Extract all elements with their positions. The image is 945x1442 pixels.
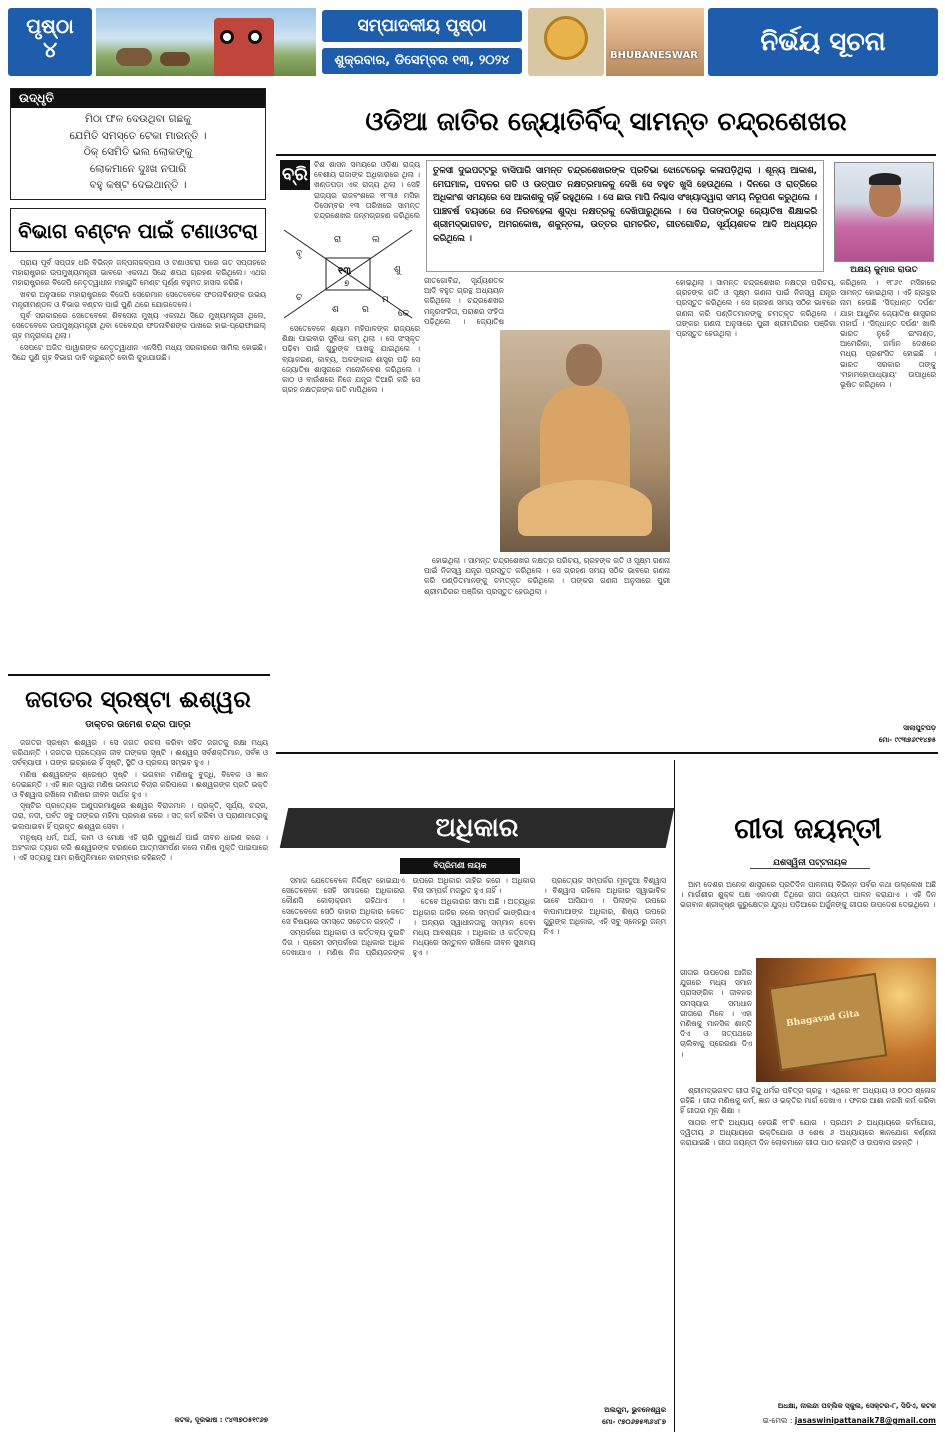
chart-cell: ମ <box>382 295 389 305</box>
paragraph: ସମ୍ପର୍କରେ ଅଧିକାର ଓ କର୍ତ୍ତବ୍ୟ ଦୁଇଟି ଦିଗ । ପ୍ରେମ ସମ୍ପର୍କରେ ଅଧିକାର ଅଧିକ ଦେଖାଯାଏ । ମଣିଷ ନିଜ ପ୍ରିୟଜନଙ୍କ ଉପରେ ଅଧିକାର ଜାହିର କରେ । ଅଧିକାର ବିନା ସମ୍ପର୍କ ମଜଭୁତ ହୁଏ ନାହିଁ । <box>282 876 536 958</box>
paragraph: ଟିଶ ଶାସନ ସମୟରେ ଓଡ଼ିଶା ରାଜ୍ୟ ବେଶୀୟ ରାଜାଙ୍କ ଅଧିକାରରେ ଥିଲା । ଖଣ୍ଡପଡ଼ା ଏକ ରାଜ୍ୟ ଥିଲା । ସେହି ରାଜ୍ୟର ରାଜବଂଶରେ ୧୮୩୫ ମସିହା ଡିସେମ୍ବର ୧୩ ତାରିଖରେ ସାମନ୍ତ ଚନ୍ଦ୍ରଶେଖର ଜନ୍ମଗ୍ରହଣ କରିଥିଲେ <box>314 160 420 221</box>
paper-name-block <box>708 8 938 76</box>
gita-email[interactable]: jasaswinipattanaik78@gmail.com <box>794 1416 936 1425</box>
headline-gita-title: ଗୀତା ଜୟନ୍ତୀ <box>734 812 882 845</box>
author-photo <box>834 162 934 262</box>
article-biva-body <box>12 258 266 668</box>
quote-box <box>10 88 266 200</box>
divider <box>276 154 936 156</box>
main-column <box>314 160 420 222</box>
paragraph: ସାତାର ୧୮ଟି ଅଧ୍ୟାୟ ହେଉଛି ୧୮ଟି ଯୋଗ । ପ୍ରଥମ ୬ ଅଧ୍ୟାୟରେ କର୍ମଯୋଗ, ଦ୍ୱିତୀୟ ୬ ଅଧ୍ୟାୟରେ ଭକ୍ତିଯୋଗ ଓ ଶେଷ ୬ ଅଧ୍ୟାୟରେ ଜ୍ଞାନଯୋଗ ବର୍ଣ୍ଣନା କରାଯାଇଛି । ଗୀତା ଜୟନ୍ତୀ ଦିନ ଲୋକମାନେ ଗୀତା ପାଠ କରନ୍ତି ଓ ଉପବାସ ରହନ୍ତି । <box>680 1117 936 1148</box>
paragraph: ହୋଇଥିଲା । ସାମନ୍ତ ଚନ୍ଦ୍ରଶେଖର ନକ୍ଷତ୍ର ପରିଚୟ, ଗ୍ରହଙ୍କ ଗତି ଓ ସୂକ୍ଷ୍ମ ଗଣନା ପାଇଁ ନିଜସ୍ୱ ଯନ୍ତ୍ର ପ୍ରସ୍ତୁତ କରିଥିଲେ । ସେ ଗ୍ରହଣ ସମୟ ସଠିକ ଭାବରେ ଗଣନା କରି ପଣ୍ଡିତମାନଙ୍କୁ ଚମତ୍କୃତ କରିଥିଲେ । ତାଙ୍କର ଗଣନା ଅନୁସାରେ ପୁରୀ ଶ୍ରୀମନ୍ଦିରର ପଞ୍ଜିକା ପ୍ରସ୍ତୁତ ହେଉଥିଲା । <box>424 556 670 596</box>
main-column <box>676 278 836 724</box>
headline-adhikar-title: ଅଧିକାର <box>435 813 519 843</box>
adhikar-author: ବିପ୍ରିମଣୀ ନାୟକ <box>400 858 520 874</box>
dropcap-letter: ବ୍ରି <box>282 164 308 185</box>
quote-line: ବହୁ କଷ୍ଟ ଦେଇଥାନ୍ତି । <box>89 179 187 191</box>
chart-cell: ୧୩ <box>338 266 352 277</box>
main-intro-text: ତୁଳସୀ ଦୁଇପଟ୍ଟରୁ ବାସିପାରି ସାମନ୍ତ ଚନ୍ଦ୍ରଶେଖରଙ୍କ ପ୍ରତିଭା ଝୋଟେରେଲୁ କଳାପଡ଼ିଥିଲା । ଶୂନ୍ୟ ଆକାଶ, ମେଘମାଳ, ପବନର ଗତି ଓ ଉତ୍ପାତ ନକ୍ଷତ୍ରମାଳକୁ ଦେଖି ସେ ବହୁତ ଖୁସି ହେଉଥିଲେ । ଦିନରେ ଓ ରାତ୍ରିରେ ଅଧିକାଂଶ ସମୟରେ ସେ ଆକାଶକୁ ଚାହିଁ ରହୁଥିଲେ । ସେ ଛାଉ ମାପି ନିଶ୍ଚାସ ସଂଖ୍ୟାଦ୍ୱାରା ସମୟ ନିରୂପଣ କରୁଥିଲେ । ପାଞ୍ଚବର୍ଷ ବୟସରେ ସେ ନିରବହେଳା ଶୁଦ୍ଧ ନକ୍ଷତ୍ରକୁ ଦେଖିପାରୁଥିଲେ । ସେ ପିତାଙ୍କଠାରୁ ଜ୍ୟୋତିଷ ଶିକ୍ଷାକରି ଶ୍ରୀମଦ୍ଭାଗବତ, ଅମରକୋଷ, ଶକୁନ୍ତଳା, ଉତ୍ତର ରାମଚରିତ, ଗୀତଗୋବିନ୍ଦ, ସୂର୍ଯ୍ୟଶତକ ଆଦି ଅଧ୍ୟୟନ କରିଥିଲେ । <box>433 166 817 244</box>
main-column <box>282 324 420 736</box>
chart-cell: କେ <box>398 309 410 319</box>
article-adhikar-body <box>282 876 666 1406</box>
chart-cell: ଚ <box>296 293 303 303</box>
page-number-block <box>8 8 92 76</box>
main-headline <box>276 92 936 152</box>
quote-title: ଉଦ୍ଧୃତି <box>11 89 265 108</box>
headline-adhikar <box>284 808 670 848</box>
chart-cell: ରା <box>334 235 342 245</box>
city-banner: BHUBANESWAR <box>610 50 698 61</box>
jagata-footer: କଟକ, ଦୂରଭାଷ : ୯୪୩୭୦୫୧୯୬୭ <box>174 1416 268 1424</box>
header-city-image <box>606 8 704 76</box>
paragraph: ସେପଟେ ଅଜିତ ପାୱାରଙ୍କ ନେତୃତ୍ୱାଧୀନ ଏନସିପି ମଧ୍ୟ ସରକାରରେ ସାମିଲ ହୋଇଛି। ସିନ୍ଦେ ପୁଣି ଗୃହ ବିଭାଗ ଦାବି କରୁଛନ୍ତି ବୋଲି କୁହାଯାଉଛି। <box>12 342 266 362</box>
headline-biva-title: ବିଭାଗ ବଣ୍ଟନ ପାଇଁ ଟଣାଓଟରା <box>18 219 258 243</box>
quote-text <box>11 108 265 194</box>
chart-cell: ଶ <box>332 305 339 315</box>
page-label: ପୃଷ୍ଠା <box>26 14 74 38</box>
paper-name: ନିର୍ଭୟ ସୂଚନା <box>760 27 886 57</box>
gita-footer: ଅଧକ୍ଷା, ନାଲନ୍ଦା ପବ୍ଲିକ ସ୍କୁଲ, ସେକ୍ଟର-୮, ସିଡିଏ, କଟକ <box>777 1402 936 1410</box>
paragraph: ଆମ ଦେଶର ଅନେକ ଶାସ୍ତ୍ରରେ ପ୍ରତିଦିନ ପାଳନୀୟ ବିଭିନ୍ନ ପର୍ବର କଥା ଉଲ୍ଲେଖ ଅଛି । ମାର୍ଗଶୀର ଶୁକ୍ଳ ପକ୍ଷ ଏକାଦଶୀ ତିଥିରେ ଗୀତା ଜୟନ୍ତୀ ପାଳନ କରାଯାଏ । ଏହି ଦିନ ଭଗବାନ ଶ୍ରୀକୃଷ୍ଣ କୁରୁକ୍ଷେତ୍ର ଯୁଦ୍ଧ ପଡ଼ିଆରେ ଅର୍ଜୁନଙ୍କୁ ଗୀତାର ଉପଦେଶ ଦେଇଥିଲେ । <box>680 880 936 910</box>
headline-jagata-title: ଜଗତର ସ୍ରଷ୍ଟା ଈଶ୍ୱର <box>25 687 251 713</box>
main-headline-title: ଓଡିଆ ଜାତିର ଜ୍ୟୋତିର୍ବିଦ୍ ସାମନ୍ତ ଚନ୍ଦ୍ରଶେଖର <box>365 107 847 137</box>
paragraph: ଗୀତାର ଉପଦେଶ ଆଜିର ଯୁଗରେ ମଧ୍ୟ ସମାନ ପ୍ରାସଙ୍ଗିକ । ଜୀବନର ସମସ୍ୟାର ସମାଧାନ ଗୀତାରେ ମିଳେ । ଏହା ମଣିଷକୁ ମାନସିକ ଶାନ୍ତି ଦିଏ ଓ ସତ୍ପଥରେ ଚାଲିବାକୁ ପ୍ରେରଣା ଦିଏ । <box>680 968 752 1059</box>
gita-email-line <box>680 1416 936 1426</box>
chart-cell: ଶୁ <box>394 265 401 275</box>
quote-line: ଲୋକମାନେ ଦୁଃଖ ନପାରି <box>89 162 187 175</box>
chart-cell: ଲ <box>372 235 380 245</box>
article-gita-body-left <box>680 968 752 1082</box>
article-gita-body-top <box>680 880 936 966</box>
paragraph: ଗୀତଗୋବିନ୍ଦ, ସୂର୍ଯ୍ୟଶତକ ଆଦି ବହୁତ ଗ୍ରନ୍ଥ ଅଧ୍ୟୟନ କରିଥିଲେ । ଚନ୍ଦ୍ରଶେଖର ମନ୍ତ୍ରସଂହିତା, ପରାଶର ସଂହିତା ପଢ଼ିଥିଲେ । ଜ୍ୟୋତିଷ <box>424 276 504 326</box>
article-gita-body-bottom <box>680 1086 936 1400</box>
adhikar-phone: ମୋ- ୯୭୦୬୭୫୩୬୪୮୭ <box>602 1418 666 1426</box>
chart-cell: ୭ <box>344 279 350 289</box>
article-jagata-body <box>12 738 268 1404</box>
divider <box>674 760 675 1432</box>
horoscope-chart <box>282 228 414 320</box>
paragraph: ସୃଷ୍ଟିର ପ୍ରତ୍ୟେକ ଅଣୁପରମାଣୁରେ ଈଶ୍ୱର ବିରାଜମାନ । ପ୍ରକୃତି, ସୂର୍ଯ୍ୟ, ଚନ୍ଦ୍ର, ତାରା, ନଦୀ, ପର୍ବତ ସବୁ ତାଙ୍କର ମହିମା ପ୍ରକାଶ କରେ । ସତ୍ କର୍ମ କରିବା ଓ ପ୍ରାଣୀମାତ୍ରକୁ ଭଲପାଇବା ହିଁ ପ୍ରକୃତ ଈଶ୍ୱର ସେବା । <box>12 801 268 831</box>
paragraph: ଜଗତର ସ୍ରଷ୍ଟା ଈଶ୍ୱର । ସେ ଜଗତ ରଚନା କରିବା ସହିତ ଜଗତକୁ ରକ୍ଷା ମଧ୍ୟ କରିଥାନ୍ତି । ଜଗତର ପ୍ରତ୍ୟେକ ଜୀବ ତାଙ୍କର ସୃଷ୍ଟି । ଈଶ୍ୱର ସର୍ବଶକ୍ତିମାନ, ସର୍ବଜ୍ଞ ଓ ସର୍ବବ୍ୟାପୀ । ତାଙ୍କ ଇଚ୍ଛାରେ ହିଁ ସୃଷ୍ଟି, ସ୍ଥିତି ଓ ପ୍ରଳୟ ସମ୍ଭବ ହୁଏ । <box>12 738 268 768</box>
main-column <box>424 276 504 328</box>
quote-line: ଠିକ୍ ସେମିତି ଭଲ ଲୋକଙ୍କୁ <box>83 146 193 158</box>
paragraph: ସେତେବେଳେ ଶ୍ୟାମ ମହିପାଳଙ୍କ ରାଜ୍ୟରେ ଶିକ୍ଷା ପାଇବାର ସୁବିଧା କମ୍ ଥିଲା । ସେ ସଂସ୍କୃତ ପଢ଼ିବା ପାଇଁ ଗୁରୁଙ୍କ ପାଖକୁ ଯାଇଥିଲେ । ବ୍ୟାକରଣ, କାବ୍ୟ, ଅଳଙ୍କାର ଶାସ୍ତ୍ର ପଢ଼ି ସେ ଜ୍ୟୋତିଷ ଶାସ୍ତ୍ରରେ ମନୋନିବେଶ କରିଥିଲେ । କାଠ ଓ ବାଉଁଶରେ ନିଜେ ଯନ୍ତ୍ର ତିଆରି କରି ସେ ଗ୍ରହ ନକ୍ଷତ୍ରଙ୍କ ଗତି ମାପିଥିଲେ । <box>282 324 420 395</box>
gita-author: ଯଶସ୍ୱିନୀ ପଟ୍ଟନାୟକ <box>750 858 870 869</box>
jagata-author: ଡାକ୍ତର ଉମେଶ ଚନ୍ଦ୍ର ପାତ୍ର <box>85 720 191 730</box>
main-signoff: ସାଲାପୁଟପଡ଼ <box>903 724 936 732</box>
section-title: ସମ୍ପାଦକୀୟ ପୃଷ୍ଠା <box>357 16 487 36</box>
header-scenery-image <box>96 8 316 76</box>
section-title-bar <box>322 10 522 42</box>
issue-date: ଶୁକ୍ରବାର, ଡିସେମ୍ବର ୧୩, ୨୦୨୪ <box>334 53 510 68</box>
date-bar <box>322 48 522 74</box>
header-food-image <box>528 8 604 76</box>
chart-cell: ବୃ <box>296 249 303 259</box>
paragraph: ମଣିଷ ଈଶ୍ୱରଙ୍କ ଶ୍ରେଷ୍ଠ ସୃଷ୍ଟି । ଭଗବାନ ମଣିଷକୁ ବୁଦ୍ଧି, ବିବେକ ଓ ଜ୍ଞାନ ଦେଇଛନ୍ତି । ଏହି ଜ୍ଞାନ ଦ୍ୱାରା ମଣିଷ ଭଲମନ୍ଦ ବିଚାର କରିପାରେ । ଈଶ୍ୱରଙ୍କ ପ୍ରତି ଭକ୍ତି ଓ ବିଶ୍ୱାସ ରଖିଲେ ମଣିଷର ଜୀବନ ସାର୍ଥକ ହୁଏ । <box>12 769 268 800</box>
dropcap <box>280 160 310 190</box>
headline-gita <box>680 804 936 854</box>
main-column <box>840 278 936 718</box>
paragraph: ଖବର ଅନୁସାରେ ମହାରାଷ୍ଟ୍ରରେ ବିଜେପି ସେରେମାନ ସେତେବେଳେ ଫଡନାବିଶଙ୍କ ଉଭୟ ମନ୍ତ୍ରୀମଣ୍ଡଳ ଓ ବିଭାଗ ବଣ୍ଟନ ପାଇଁ ପୁଣି ଥରେ ଯୋଗଦେଲେ। <box>12 289 266 309</box>
paragraph: ଶ୍ରୀମଦ୍ଭଗବତ ଗୀତା ହିନ୍ଦୁ ଧର୍ମର ପବିତ୍ର ଗ୍ରନ୍ଥ । ଏଥିରେ ୧୮ ଅଧ୍ୟାୟ ଓ ୭୦୦ ଶ୍ଳୋକ ରହିଛି । ଗୀତା ମଣିଷକୁ କର୍ମ, ଜ୍ଞାନ ଓ ଭକ୍ତିର ମାର୍ଗ ଦେଖାଏ । ଫଳର ଆଶା ନରଖି କର୍ମ କରିବା ହିଁ ଗୀତାର ମୂଳ ଶିକ୍ଷା । <box>680 1086 936 1116</box>
paragraph: ପ୍ରତ୍ୟେକ ସମ୍ପର୍କର ମୂଳଦୁଆ ବିଶ୍ୱାସ । ବିଶ୍ୱାସ ରହିଲେ ଅଧିକାର ସ୍ୱାଭାବିକ ଭାବେ ଆସିଯାଏ । ପିଲାଙ୍କ ଉପରେ ବାପାମାଆଙ୍କ ଅଧିକାର, ଶିଷ୍ୟ ଉପରେ ଗୁରୁଙ୍କ ଅଧିକାର, ଏହି ସବୁ ସ୍ନେହରୁ ଜନ୍ମ ନିଏ । <box>543 876 666 937</box>
astronomer-portrait-image <box>500 330 670 552</box>
page-number: ୪ <box>42 38 58 63</box>
divider <box>276 752 938 754</box>
paragraph: ସମାଜ ଯେତେବେଳେ ନିର୍ଦ୍ଦିଷ୍ଟ ହୋଇଯାଏ ସେତେବେଳେ ସେହି ସମାଜରେ ଅଧିକାରର କୌଣସି କୋଲାକ୍ରମ ରହିଥାଏ । ସେତେବେଳେ ସେଠି କାହାର ଅଧିକାର କେତେ ସେ ବିଷୟରେ ସମସ୍ତେ ସଚେତନ ରହନ୍ତି । <box>282 876 405 926</box>
adhikar-footer: ଅଲଗୁମ, ଭୁବନେଶ୍ୱର <box>604 1406 666 1414</box>
quote-line: ଯେମିତି ସମସ୍ତେ ଟେକା ମାରନ୍ତି । <box>69 129 207 142</box>
paragraph: ମନୁଷ୍ୟ ଧର୍ମ, ଅର୍ଥ, କାମ ଓ ମୋକ୍ଷ ଏହି ଚାରି ପୁରୁଷାର୍ଥ ପାଇଁ ଜୀବନ ଧାରଣ କରେ । ଅହଂକାର ତ୍ୟାଗ କରି ଈଶ୍ୱରଙ୍କ ଚରଣରେ ଆତ୍ମସମର୍ପଣ କଲେ ମଣିଷ ମୁକ୍ତି ପାଇପାରେ । ଏହି ସତ୍ୟକୁ ଆମ ଋଷିମୁନିମାନେ ବାରମ୍ବାର କହିଛନ୍ତି । <box>12 832 268 863</box>
headline-biva <box>10 208 266 252</box>
headline-jagata <box>10 680 266 720</box>
paragraph: କରିଥିଲେ । ୧୮୬୯ ମସିହାରେ ସାମନ୍ତ ହୋଇଥିଲା । ଏହି ଗ୍ରନ୍ଥର ନାମ ହେଉଛି 'ସିଦ୍ଧାନ୍ତ ଦର୍ପଣ' ଯାହା ଆଧୁନିକ ଜ୍ୟୋତିଷ ଶାସ୍ତ୍ରର ମହାର୍ଘ । 'ସିଦ୍ଧାନ୍ତ ଦର୍ପଣ' ଖାଲି ଭାରତ ନୁହେଁ ଇଂଲଣ୍ଡ, ଆମେରିକା, ଜର୍ମାନ ଦେଶରେ ମଧ୍ୟ ପ୍ରଶଂସିତ ହୋଇଛି । ଭାରତ ସରକାର ତାଙ୍କୁ 'ମହାମହୋପାଧ୍ୟାୟ' ଉପାଧିରେ ଭୂଷିତ କରିଥିଲେ । <box>840 278 936 390</box>
main-intro-box <box>426 160 824 272</box>
divider <box>8 674 270 676</box>
paragraph: ହୋଇଥିଲା । ସାମନ୍ତ ଚନ୍ଦ୍ରଶେଖର ନକ୍ଷତ୍ର ପରିଚୟ, ଗ୍ରହଙ୍କ ଗତି ଓ ସୂକ୍ଷ୍ମ ଗଣନା ପାଇଁ ନିଜସ୍ୱ ଯନ୍ତ୍ର ପ୍ରସ୍ତୁତ କରିଥିଲେ । ସେ ଗ୍ରହଣ ସମୟ ସଠିକ ଭାବରେ ଗଣନା କରି ପଣ୍ଡିତମାନଙ୍କୁ ଚମତ୍କୃତ କରିଥିଲେ । ତାଙ୍କର ଗଣନା ଅନୁସାରେ ପୁରୀ ଶ୍ରୀମନ୍ଦିରର ପଞ୍ଜିକା ପ୍ରସ୍ତୁତ ହେଉଥିଲା । <box>676 278 836 339</box>
main-phone: ମୋ- ୯୯୩୭୬୯୧୪୭୫ <box>878 736 936 744</box>
chart-cell: ର <box>362 305 369 315</box>
main-column <box>424 556 670 736</box>
paragraph: ପ୍ରାୟ ପୂର୍ବ ସପ୍ତାହ ଧରି ବିଭିନ୍ନ ଜଳ୍ପନାକଳ୍ପନା ଓ ଟଣାଓଟରା ପରେ ଗତ ସପ୍ତାହରେ ମହାରାଷ୍ଟ୍ରର ଉପମୁଖ୍ୟମନ୍ତ୍ରୀ ଭାବରେ ଏକନାଥ ସିନ୍ଦେ ଶପଥ ଗ୍ରହଣ କରିଥିଲେ। ଏଥର ମହାରାଷ୍ଟ୍ରରେ ବିଜେପି ନେତୃତ୍ୱାଧୀନ ମହାୟୁତି ମେଣ୍ଟ ପୂର୍ଣ୍ଣ ବହୁମତ ହାସଲ କରିଛି। <box>12 258 266 288</box>
gita-book-image <box>756 958 936 1082</box>
quote-line: ମିଠା ଫଳ ଦେଉଥିବା ଗଛକୁ <box>84 113 192 125</box>
paragraph: ପୂର୍ବ ସରକାରରେ ସେତେବେଳେ ଶିବସେନା ମୁଖ୍ୟ ଏକନାଥ ସିନ୍ଦେ ମୁଖ୍ୟମନ୍ତ୍ରୀ ଥିଲେ, ସେତେବେଳେ ଉପମୁଖ୍ୟମନ୍ତ୍ରୀ ଥିବା ଦେବେନ୍ଦ୍ର ଫଡନାବିଶଙ୍କ ପାଖରେ ହାଇ-ପ୍ରୋଫାଇଲ୍ ଗୃହ ମନ୍ତ୍ରାଳୟ ଥିଲା। <box>12 311 266 341</box>
gita-book-label: Bhagavad Gita <box>785 1008 861 1030</box>
author-name: ଅକ୍ଷୟ କୁମାର ରାଉତ <box>850 265 918 275</box>
gita-email-prefix: ଇ-ମେଲ : <box>762 1416 793 1425</box>
paragraph: ତେବେ ଅଧିକାରର ସୀମା ଅଛି । ଅତ୍ୟଧିକ ଅଧିକାର ଜାହିର କଲେ ସମ୍ପର୍କ ଭାଙ୍ଗିଯାଏ । ଅନ୍ୟର ସ୍ୱାଧୀନତାକୁ ସମ୍ମାନ ଦେବା ମଧ୍ୟ ଆବଶ୍ୟକ । ଅଧିକାର ଓ କର୍ତ୍ତବ୍ୟ ମଧ୍ୟରେ ସନ୍ତୁଳନ ରଖିଲେ ଜୀବନ ସୁଖମୟ ହୁଏ । <box>412 897 536 958</box>
